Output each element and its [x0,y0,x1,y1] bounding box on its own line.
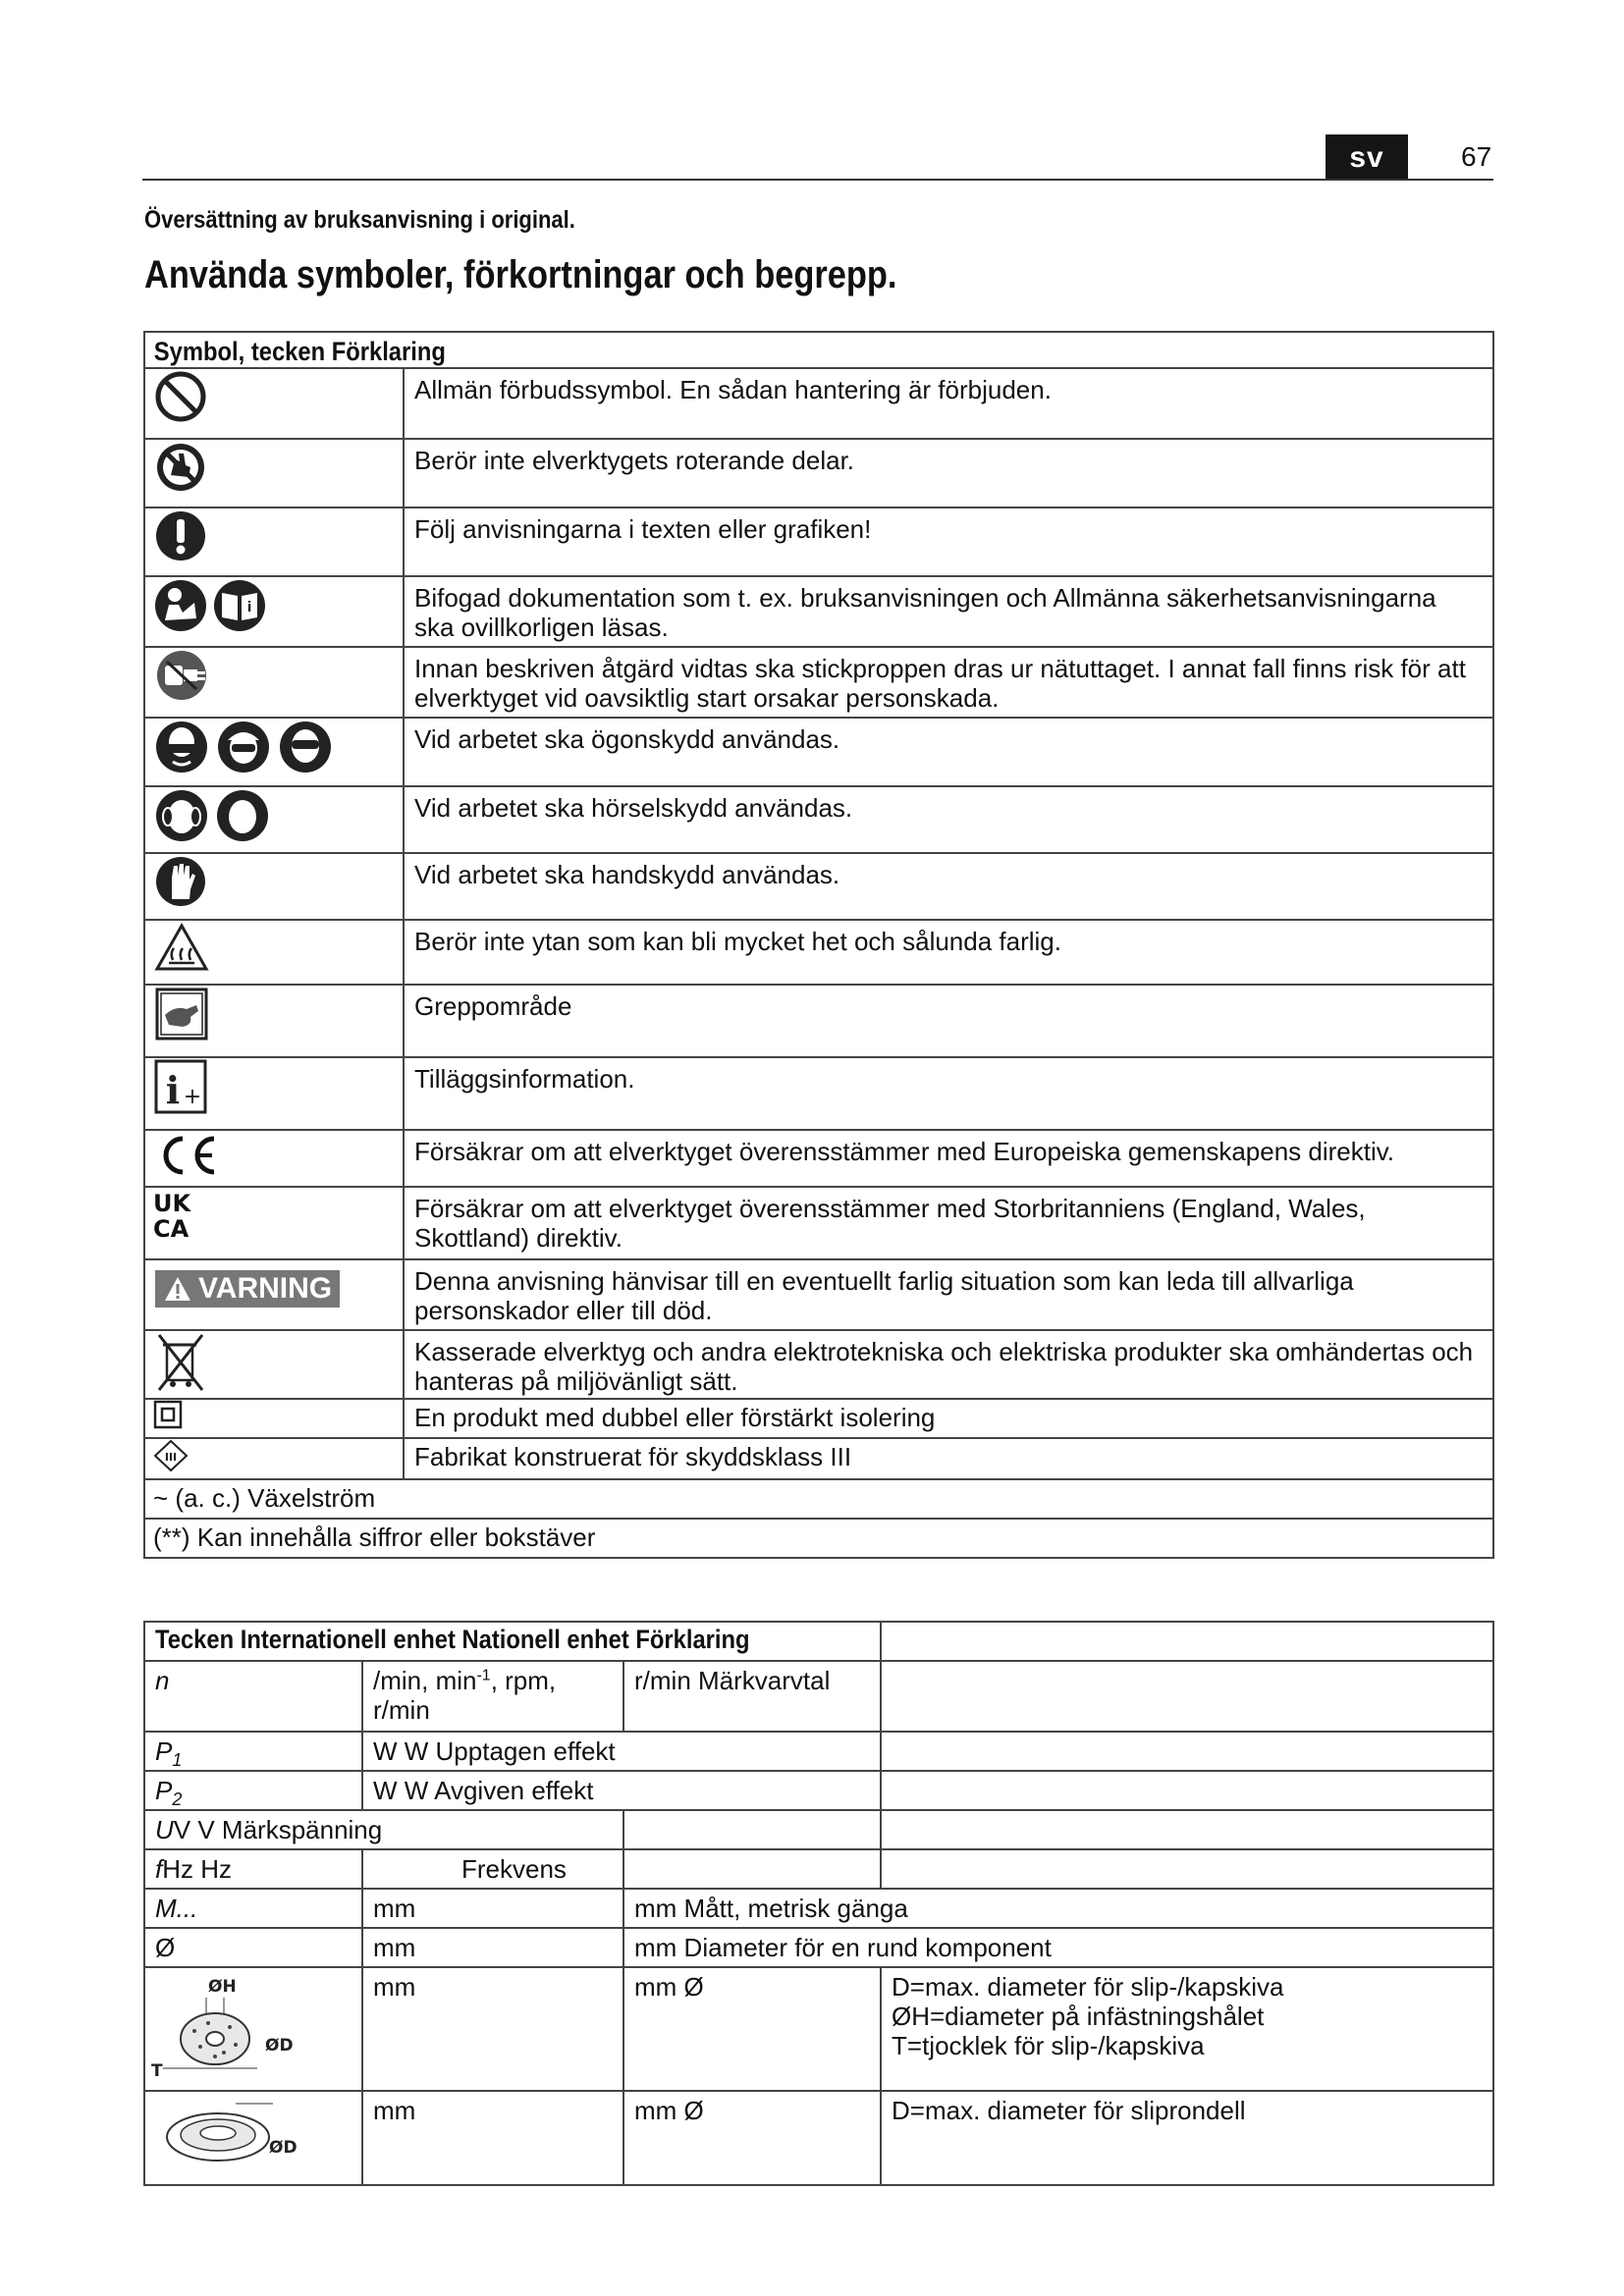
page-title: Använda symboler, förkortningar och begrepp. [144,253,897,296]
label-t: T [151,2061,163,2080]
table-row [144,1399,1493,1438]
prohibition-icon [153,369,208,424]
row-text: Vid arbetet ska hörselskydd användas. [404,786,1493,853]
row-text: Bifogad dokumentation som t. ex. bruksanvisningen och Allmänna säkerhetsanvisningarna ska ovillkorligen läsas. [404,576,1493,647]
row-text: Vid arbetet ska handskydd användas. [404,853,1493,920]
warning-label: VARNING [198,1272,333,1305]
sign-cell: n [144,1661,362,1732]
page-number: 67 [1461,141,1492,172]
ce-mark-icon [153,1131,222,1180]
row-text: Denna anvisning hänvisar till en eventuellt farlig situation som kan leda till allvarliga personskador eller till död. [404,1259,1493,1330]
no-touch-rotating-icon [153,440,208,495]
grip-area-icon [153,986,210,1042]
explanation-line: D=max. diameter för slip-/kapskiva [892,1972,1284,2002]
svg-text:III: III [164,1451,178,1464]
intl-unit-cell: W W Upptagen effekt [362,1732,881,1771]
eye-protection-icon [153,719,335,775]
table-row [144,1259,1493,1330]
cutting-disc-diagram-icon [149,1972,316,2080]
label-oh: ØH [208,1977,237,1997]
table-row [144,1810,1493,1849]
intl-unit-cell: mm [362,2091,623,2185]
explanation-cell [881,2091,1493,2185]
intl-unit-cell: Frekvens [362,1849,623,1889]
glove-icon [153,854,208,909]
sign-cell [144,1967,362,2091]
units-table [143,1621,1494,2186]
table-row [144,576,1493,647]
table-row [144,1438,1493,1479]
footer-row-text: (**) Kan innehålla siffror eller bokstäver [153,1522,596,1552]
table-row [144,1771,1493,1810]
table-row [144,1130,1493,1187]
row-text: Fabrikat konstruerat för skyddsklass III [404,1438,1493,1479]
label-od: ØD [269,2138,298,2158]
ukca-mark-icon [153,1188,200,1243]
row-text: Berör inte elverktygets roterande delar. [404,439,1493,507]
table-row [144,1967,1493,2091]
info-icon [153,1058,208,1115]
subtitle: Översättning av bruksanvisning i original. [144,206,575,234]
units-header-text: Tecken Internationell enhet Nationell enhet Förklaring [155,1625,750,1654]
symbols-header-text: Symbol, tecken Förklaring [153,337,446,366]
sign-cell: $P_1$ [144,1732,362,1771]
symbols-table-header [144,332,1493,368]
svg-text:CA: CA [153,1215,189,1243]
row-text: Greppområde [404,985,1493,1057]
table-row [144,647,1493,718]
units-table-header [144,1622,1493,1661]
national-unit-cell: mm Diameter för en rund komponent [623,1928,1493,1967]
sign-cell [144,2091,362,2185]
ear-protection-icon [153,787,273,844]
table-row [144,2091,1493,2185]
sanding-pad-diagram-icon [149,2096,316,2174]
sign-cell: $P_2$ [144,1771,362,1810]
row-text: Innan beskriven åtgärd vidtas ska stickproppen dras ur nätuttaget. I annat fall finns risk för att elverktyget vid oavsiktlig start orsakar personskada. [404,647,1493,718]
national-unit-cell: r/min Märkvarvtal [623,1661,881,1732]
table-row [144,1479,1493,1519]
hot-surface-icon [153,921,210,974]
table-row [144,718,1493,786]
row-text: Försäkrar om att elverktyget överensstämmer med Storbritanniens (England, Wales, Skottland) direktiv. [404,1187,1493,1259]
table-row [144,1849,1493,1889]
double-insulation-icon [153,1400,183,1429]
intl-unit-cell: mm [362,1889,623,1928]
svg-text:UK: UK [153,1190,191,1217]
table-row [144,920,1493,985]
table-row [144,439,1493,507]
svg-text:i: i [165,1068,181,1112]
label-od: ØD [265,2036,294,2056]
row-text: Försäkrar om att elverktyget överensstämmer med Europeiska gemenskapens direktiv. [404,1130,1493,1187]
table-row [144,1732,1493,1771]
national-unit-cell: mm Ø [623,2091,881,2185]
table-row [144,786,1493,853]
row-text: Berör inte ytan som kan bli mycket het och sålunda farlig. [404,920,1493,985]
footer-row-text: ~ (a. c.) Växelström [153,1483,376,1513]
table-row [144,985,1493,1057]
row-text: En produkt med dubbel eller förstärkt isolering [404,1399,1493,1438]
explanation-line: T=tjocklek för slip-/kapskiva [892,2031,1205,2060]
table-row [144,1661,1493,1732]
sign-cell: Ø [144,1928,362,1967]
header-rule [142,179,1493,181]
row-text: Följ anvisningarna i texten eller grafiken! [404,507,1493,576]
table-row [144,1187,1493,1259]
table-row [144,1330,1493,1399]
table-row [144,368,1493,439]
svg-text:+: + [183,1085,202,1109]
language-badge: sv [1326,134,1408,179]
explanation-line: ØH=diameter på infästningshålet [892,2002,1265,2031]
row-text: Vid arbetet ska ögonskydd användas. [404,718,1493,786]
national-unit-cell: mm Ø [623,1967,881,2091]
table-row [144,1889,1493,1928]
class-three-icon [153,1439,189,1472]
read-manual-icon [153,577,271,634]
sign-cell: UV V Märkspänning [144,1810,623,1849]
exclamation-icon [153,508,208,563]
svg-text:i: i [246,600,252,615]
table-row [144,1928,1493,1967]
weee-bin-icon [153,1331,208,1392]
sign-cell: fHz Hz [144,1849,362,1889]
row-text: Allmän förbudssymbol. En sådan hantering är förbjuden. [404,368,1493,439]
table-row [144,1057,1493,1130]
row-text: Tilläggsinformation. [404,1057,1493,1130]
warning-triangle-icon [163,1275,192,1303]
table-row [144,1519,1493,1558]
intl-unit-cell: W W Avgiven effekt [362,1771,881,1810]
table-row [144,507,1493,576]
table-row [144,853,1493,920]
intl-unit-cell: mm [362,1928,623,1967]
sign-cell: M... [144,1889,362,1928]
intl-unit-cell: mm [362,1967,623,2091]
unplug-icon [153,648,210,703]
intl-unit-cell: /min, $\min^{-1}$, rpm, r/min [362,1661,623,1732]
explanation-cell [881,1967,1493,2091]
row-text: Kasserade elverktyg och andra elektrotekniska och elektriska produkter ska omhändertas och hanteras på miljövänligt sätt. [404,1330,1493,1399]
explanation-line: D=max. diameter för sliprondell [892,2096,1246,2125]
symbols-table [143,331,1494,1559]
warning-badge [155,1270,340,1308]
national-unit-cell: mm Mått, metrisk gänga [623,1889,1493,1928]
